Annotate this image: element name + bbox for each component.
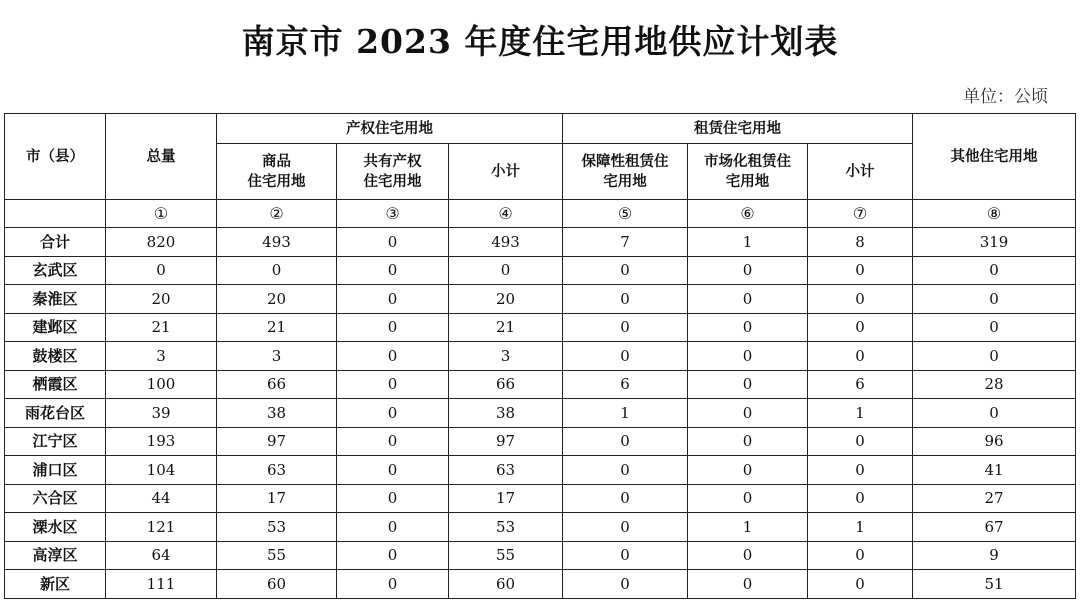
header-subtotal-rental: 小计 (808, 144, 913, 200)
value-cell: 20 (449, 285, 563, 314)
value-cell: 0 (563, 570, 688, 599)
header-market-line2: 宅用地 (725, 173, 770, 190)
value-cell: 0 (337, 570, 449, 599)
value-cell: 0 (913, 256, 1076, 285)
value-cell: 21 (217, 313, 337, 342)
value-cell: 97 (449, 427, 563, 456)
value-cell: 1 (808, 399, 913, 428)
table-row (5, 570, 1076, 599)
value-cell: 0 (337, 256, 449, 285)
value-cell: 28 (913, 370, 1076, 399)
table-row (5, 484, 1076, 513)
value-cell: 0 (337, 513, 449, 542)
value-cell: 0 (688, 285, 808, 314)
value-cell: 0 (337, 541, 449, 570)
value-cell: 53 (449, 513, 563, 542)
header-shared (337, 144, 449, 200)
value-cell: 0 (217, 256, 337, 285)
header-commercial-line1: 商品 (262, 153, 291, 170)
value-cell: 21 (449, 313, 563, 342)
value-cell: 6 (808, 370, 913, 399)
district-name: 溧水区 (5, 513, 106, 542)
value-cell: 63 (217, 456, 337, 485)
value-cell: 0 (808, 342, 913, 371)
value-cell: 193 (106, 427, 217, 456)
header-affordable (563, 144, 688, 200)
value-cell: 0 (563, 484, 688, 513)
value-cell: 0 (808, 456, 913, 485)
district-name: 雨花台区 (5, 399, 106, 428)
index-cell: ⑦ (808, 200, 913, 228)
value-cell: 0 (563, 342, 688, 371)
table-row (5, 513, 1076, 542)
value-cell: 319 (913, 228, 1076, 257)
value-cell: 55 (217, 541, 337, 570)
value-cell: 38 (449, 399, 563, 428)
value-cell: 55 (449, 541, 563, 570)
value-cell: 96 (913, 427, 1076, 456)
header-shared-line2: 住宅用地 (363, 173, 422, 190)
value-cell: 6 (563, 370, 688, 399)
value-cell: 8 (808, 228, 913, 257)
value-cell: 38 (217, 399, 337, 428)
value-cell: 0 (337, 456, 449, 485)
header-market (688, 144, 808, 200)
value-cell: 0 (688, 399, 808, 428)
value-cell: 66 (217, 370, 337, 399)
district-name: 新区 (5, 570, 106, 599)
value-cell: 111 (106, 570, 217, 599)
header-rental-group: 租赁住宅用地 (563, 114, 913, 144)
district-name: 栖霞区 (5, 370, 106, 399)
value-cell: 0 (913, 285, 1076, 314)
value-cell: 21 (106, 313, 217, 342)
value-cell: 0 (808, 541, 913, 570)
value-cell: 0 (688, 313, 808, 342)
value-cell: 493 (217, 228, 337, 257)
value-cell: 17 (449, 484, 563, 513)
value-cell: 1 (808, 513, 913, 542)
value-cell: 0 (106, 256, 217, 285)
value-cell: 0 (688, 570, 808, 599)
table-body (5, 228, 1076, 599)
district-name: 江宁区 (5, 427, 106, 456)
value-cell: 0 (337, 313, 449, 342)
value-cell: 67 (913, 513, 1076, 542)
index-row (5, 200, 1076, 228)
value-cell: 27 (913, 484, 1076, 513)
value-cell: 0 (337, 342, 449, 371)
table-row (5, 399, 1076, 428)
value-cell: 0 (563, 513, 688, 542)
value-cell: 0 (913, 399, 1076, 428)
header-city: 市（县） (5, 114, 106, 200)
index-cell: ⑤ (563, 200, 688, 228)
header-market-line1: 市场化租赁住 (704, 153, 792, 170)
value-cell: 0 (563, 456, 688, 485)
value-cell: 0 (808, 313, 913, 342)
district-name: 六合区 (5, 484, 106, 513)
table-row (5, 541, 1076, 570)
header-property-group: 产权住宅用地 (217, 114, 563, 144)
district-name: 秦淮区 (5, 285, 106, 314)
value-cell: 0 (563, 256, 688, 285)
value-cell: 39 (106, 399, 217, 428)
value-cell: 60 (449, 570, 563, 599)
value-cell: 3 (106, 342, 217, 371)
value-cell: 0 (688, 370, 808, 399)
district-name: 鼓楼区 (5, 342, 106, 371)
value-cell: 7 (563, 228, 688, 257)
header-shared-line1: 共有产权 (363, 153, 422, 170)
header-commercial-line2: 住宅用地 (247, 173, 306, 190)
district-name: 浦口区 (5, 456, 106, 485)
header-total: 总量 (106, 114, 217, 200)
value-cell: 1 (688, 513, 808, 542)
value-cell: 1 (563, 399, 688, 428)
value-cell: 0 (808, 256, 913, 285)
table-row (5, 342, 1076, 371)
index-cell: ③ (337, 200, 449, 228)
value-cell: 0 (913, 313, 1076, 342)
unit-label: 单位：公顷 (963, 87, 1048, 107)
value-cell: 104 (106, 456, 217, 485)
value-cell: 0 (337, 484, 449, 513)
table-row (5, 456, 1076, 485)
value-cell: 0 (337, 370, 449, 399)
table-row (5, 256, 1076, 285)
value-cell: 0 (688, 427, 808, 456)
header-subtotal-property: 小计 (449, 144, 563, 200)
value-cell: 20 (106, 285, 217, 314)
value-cell: 20 (217, 285, 337, 314)
value-cell: 100 (106, 370, 217, 399)
value-cell: 51 (913, 570, 1076, 599)
value-cell: 0 (688, 342, 808, 371)
table-row (5, 313, 1076, 342)
value-cell: 97 (217, 427, 337, 456)
value-cell: 17 (217, 484, 337, 513)
header-affordable-line2: 宅用地 (603, 173, 647, 190)
index-cell: ② (217, 200, 337, 228)
value-cell: 3 (217, 342, 337, 371)
value-cell: 0 (808, 427, 913, 456)
value-cell: 66 (449, 370, 563, 399)
value-cell: 0 (688, 541, 808, 570)
value-cell: 0 (337, 399, 449, 428)
index-cell: ⑥ (688, 200, 808, 228)
value-cell: 64 (106, 541, 217, 570)
value-cell: 820 (106, 228, 217, 257)
header-commercial (217, 144, 337, 200)
district-name: 合计 (5, 228, 106, 257)
value-cell: 0 (563, 427, 688, 456)
value-cell: 60 (217, 570, 337, 599)
value-cell: 9 (913, 541, 1076, 570)
value-cell: 0 (688, 256, 808, 285)
value-cell: 0 (808, 570, 913, 599)
value-cell: 0 (913, 342, 1076, 371)
index-cell: ⑧ (913, 200, 1076, 228)
table-row (5, 228, 1076, 257)
value-cell: 0 (563, 541, 688, 570)
value-cell: 63 (449, 456, 563, 485)
value-cell: 0 (563, 285, 688, 314)
table-row (5, 285, 1076, 314)
value-cell: 44 (106, 484, 217, 513)
district-name: 高淳区 (5, 541, 106, 570)
value-cell: 3 (449, 342, 563, 371)
value-cell: 121 (106, 513, 217, 542)
value-cell: 0 (688, 456, 808, 485)
value-cell: 0 (808, 484, 913, 513)
value-cell: 0 (337, 285, 449, 314)
value-cell: 1 (688, 228, 808, 257)
land-supply-table (4, 113, 1076, 599)
index-cell: ① (106, 200, 217, 228)
value-cell: 493 (449, 228, 563, 257)
district-name: 玄武区 (5, 256, 106, 285)
value-cell: 0 (808, 285, 913, 314)
value-cell: 0 (563, 313, 688, 342)
value-cell: 53 (217, 513, 337, 542)
index-cell: ④ (449, 200, 563, 228)
table-row (5, 370, 1076, 399)
district-name: 建邺区 (5, 313, 106, 342)
table-row (5, 427, 1076, 456)
value-cell: 0 (449, 256, 563, 285)
value-cell: 0 (688, 484, 808, 513)
page-title: 南京市 2023 年度住宅用地供应计划表 (241, 22, 839, 61)
header-affordable-line1: 保障性租赁住 (581, 153, 669, 170)
header-other: 其他住宅用地 (913, 114, 1076, 200)
index-cell-empty (5, 200, 106, 228)
value-cell: 0 (337, 427, 449, 456)
value-cell: 41 (913, 456, 1076, 485)
value-cell: 0 (337, 228, 449, 257)
